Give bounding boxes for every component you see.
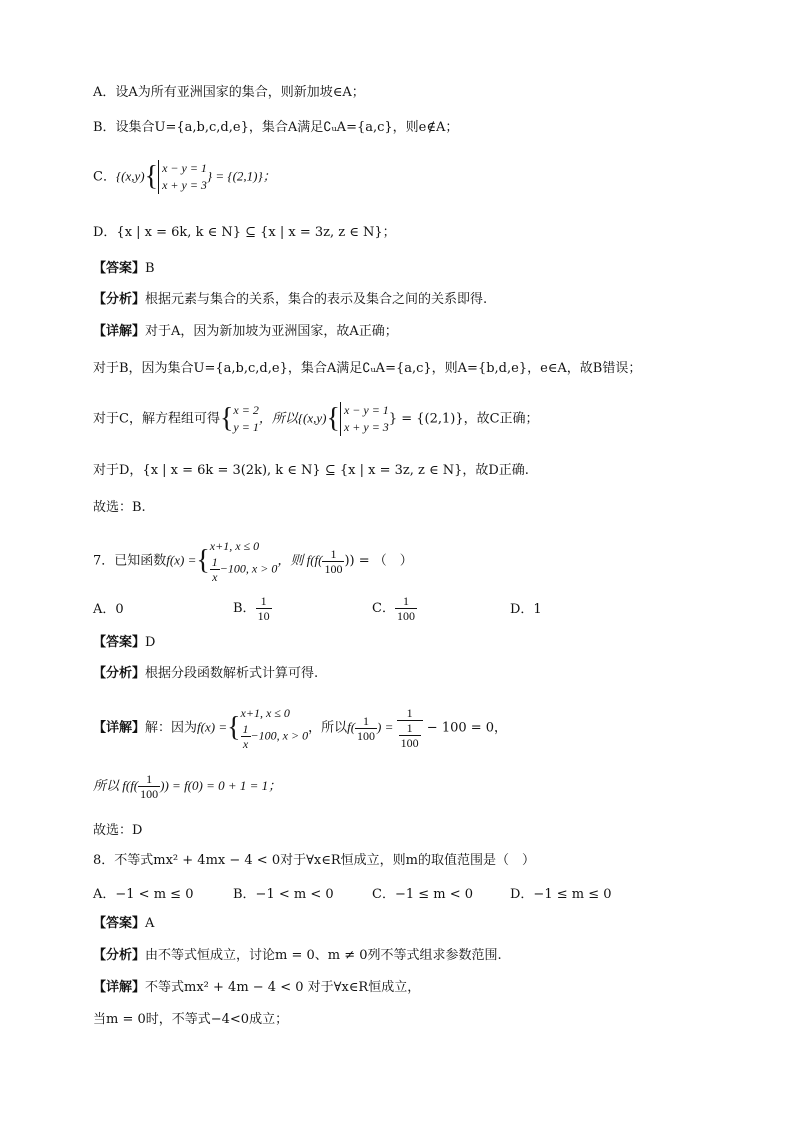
piece-1: x+1, x ≤ 0 (209, 539, 260, 553)
q6-choose (93, 499, 146, 517)
system-eq-1: x − y = 1 (343, 403, 389, 417)
q6-option-d (93, 224, 396, 242)
analysis-label: 【分析】 (93, 948, 146, 963)
q6-option-c (93, 160, 276, 194)
numerator: 1 (399, 721, 421, 736)
denominator (397, 721, 423, 750)
detail-label: 【详解】 (93, 720, 146, 736)
numerator: 1 (322, 547, 344, 562)
piece-1: x+1, x ≤ 0 (240, 706, 290, 720)
brace-open: { (219, 403, 234, 434)
q6-answer (93, 260, 155, 278)
q7-mid: ，则 f(f( (277, 552, 323, 568)
detail-text: 不等式mx² + 4m − 4 < 0 对于∀x∈R恒成立， (145, 980, 421, 995)
q6-option-a (93, 84, 365, 102)
detail-mid: ，所以 (308, 720, 348, 736)
q8-detail-a (93, 979, 420, 997)
q6-detail-d (93, 462, 529, 480)
piece-2-fraction (210, 555, 220, 584)
q6-analysis (93, 291, 487, 309)
q7-function: f(x) = (166, 552, 197, 568)
q6-detail-b (93, 360, 641, 378)
solution-eq-1: x = 2 (233, 403, 259, 417)
option-fraction (395, 594, 417, 623)
detail-label: 【详解】 (93, 324, 146, 339)
denominator: 100 (140, 787, 159, 801)
q8-text: 8．不等式mx² + 4mx − 4 < 0对于∀x∈R恒成立，则m的取值范围是（ ） (93, 853, 536, 868)
piece-2-fraction (241, 722, 251, 751)
denominator: 100 (396, 609, 415, 623)
piece-2: −100, x > 0 (250, 728, 309, 743)
detail-prefix: 所以 f(f( (93, 778, 139, 793)
denominator: x (212, 570, 218, 584)
q7-detail-a (93, 705, 507, 751)
numerator: 1 (355, 714, 377, 729)
q7-fraction (322, 547, 344, 576)
solution-eq-2: y = 1 (233, 420, 259, 434)
option-text: A．−1 < m ≤ 0 (93, 887, 194, 902)
q8-option-a (93, 883, 193, 902)
detail-c-suffix: } = {(2,1)}，故C正确； (388, 411, 539, 427)
system-eq-1: x − y = 1 (162, 161, 207, 175)
detail-c-mid: ，所以{(x,y) (258, 410, 327, 426)
denominator: 10 (257, 609, 270, 623)
answer-value: A (145, 916, 155, 931)
q6-option-d-text: D．{x | x = 6k, k ∈ N} ⊆ {x | x = 3z, z ∈ N}； (93, 225, 396, 240)
option-fraction (256, 594, 272, 623)
detail-f: f( (347, 719, 356, 735)
nested-fraction (397, 706, 423, 750)
brace-open: { (144, 161, 159, 192)
option-text: B．−1 < m < 0 (233, 887, 334, 902)
brace-open: { (196, 545, 210, 576)
numerator: 1 (256, 594, 272, 609)
q6-option-b-text: B．设集合U={a,b,c,d,e}，集合A满足∁ᵤA={a,c}，则e∉A； (93, 120, 459, 135)
denominator: 100 (400, 736, 419, 750)
detail-tail: − 100 = 0， (422, 720, 508, 736)
q6-option-c-system (158, 160, 207, 194)
q7-choose (93, 822, 142, 840)
q7-option-a (93, 598, 124, 617)
answer-label: 【答案】 (93, 261, 146, 276)
denominator: x (242, 737, 249, 751)
q7-option-c (372, 594, 417, 623)
detail-c-system (340, 402, 389, 436)
answer-value: B (145, 261, 155, 276)
analysis-label: 【分析】 (93, 666, 146, 681)
detail-text: 对于A，因为新加坡为亚洲国家，故A正确； (145, 324, 398, 339)
detail-eq: ) = (377, 719, 397, 735)
q7-option-d (510, 598, 542, 617)
piece-2: −100, x > 0 (219, 561, 278, 576)
numerator: 1 (242, 722, 249, 736)
q6-detail-a (93, 323, 398, 341)
detail-text: 对于B，因为集合U={a,b,c,d,e}，集合A满足∁ᵤA={a,c}，则A={b,d,e}，e∈A，故B错误； (93, 361, 642, 376)
q7-answer (93, 634, 155, 652)
system-eq-2: x + y = 3 (162, 178, 207, 192)
q8-option-b (233, 883, 334, 902)
denominator: 100 (324, 561, 343, 576)
q8-detail-b (93, 1011, 288, 1029)
q8-answer (93, 915, 154, 933)
numerator: 1 (138, 772, 160, 787)
analysis-text: 根据分段函数解析式计算可得. (145, 666, 319, 681)
analysis-label: 【分析】 (93, 292, 146, 307)
option-text: C．−1 ≤ m < 0 (372, 887, 474, 902)
numerator: 1 (395, 594, 417, 609)
function-name: f(x) = (197, 719, 228, 735)
brace-open: { (326, 403, 340, 434)
q7-option-b (233, 594, 272, 623)
inner-fraction (399, 721, 421, 750)
denominator: 100 (357, 728, 376, 743)
q7-piecewise (210, 538, 278, 584)
option-text: D．1 (510, 602, 542, 617)
choose-text: 故选：B. (93, 500, 146, 515)
detail-suffix: )) = f(0) = 0 + 1 = 1； (160, 778, 282, 793)
analysis-text: 根据元素与集合的关系，集合的表示及集合之间的关系即得. (145, 292, 488, 307)
q6-detail-c (93, 402, 539, 436)
q7-detail-b (93, 772, 281, 801)
q7-suffix: )) = （ ） (344, 553, 413, 569)
q7-stem (93, 538, 413, 584)
q8-analysis (93, 947, 502, 965)
q6-option-b (93, 119, 458, 137)
q6-option-c-set: {(x,y) (115, 168, 145, 184)
numerator: 1 (397, 706, 423, 721)
q6-option-a-text: A．设A为所有亚洲国家的集合，则新加坡∈A； (93, 85, 365, 100)
fraction (355, 714, 377, 743)
numerator: 1 (211, 555, 218, 569)
system-eq-2: x + y = 3 (343, 420, 389, 434)
q6-option-c-label: C． (93, 169, 116, 185)
detail-text: 当m = 0时，不等式−4<0成立； (93, 1012, 289, 1027)
option-text: D．−1 ≤ m ≤ 0 (510, 887, 612, 902)
option-label: B． (233, 601, 256, 616)
brace-open: { (227, 712, 241, 743)
q7-prefix: 7．已知函数 (93, 553, 167, 569)
q8-stem (93, 852, 535, 870)
piecewise (241, 705, 309, 751)
option-label: C． (372, 601, 395, 616)
detail-prefix: 解：因为 (145, 720, 198, 736)
detail-c-prefix: 对于C，解方程组可得 (93, 411, 220, 427)
answer-label: 【答案】 (93, 635, 146, 650)
choose-text: 故选：D (93, 823, 143, 838)
solution-system (233, 402, 258, 436)
analysis-text: 由不等式恒成立，讨论m = 0、m ≠ 0列不等式组求参数范围. (145, 948, 502, 963)
q8-option-d (510, 883, 612, 902)
q6-option-c-result: } = {(2,1)}； (206, 168, 276, 184)
option-text: A．0 (93, 602, 124, 617)
fraction (138, 772, 160, 801)
q7-analysis (93, 665, 318, 683)
detail-text: 对于D，{x | x = 6k = 3(2k), k ∈ N} ⊆ {x | x = 3z, z ∈ N}，故D正确. (93, 463, 529, 478)
detail-label: 【详解】 (93, 980, 146, 995)
answer-value: D (145, 635, 156, 650)
q8-option-c (372, 883, 473, 902)
answer-label: 【答案】 (93, 916, 146, 931)
